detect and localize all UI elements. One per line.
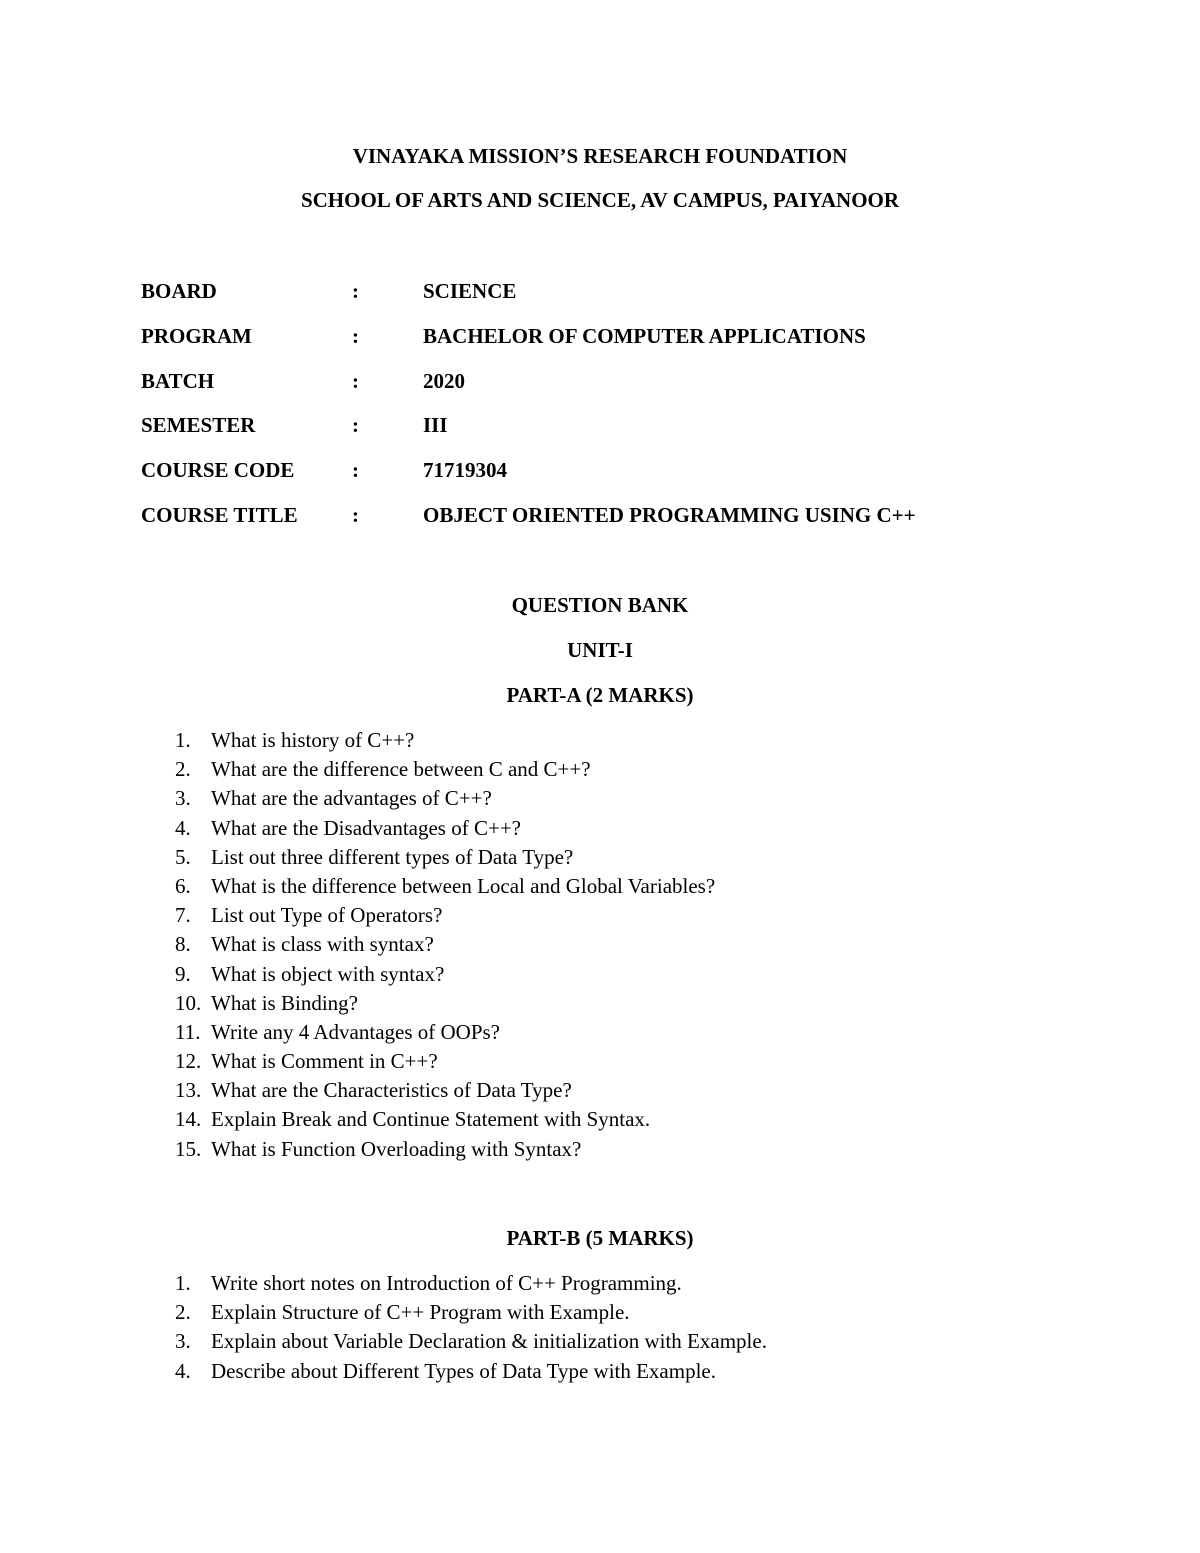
list-item [0, 872, 1200, 901]
question-number: 2. [175, 757, 191, 782]
question-text: What are the difference between C and C++? [211, 757, 591, 782]
question-number: 14. [175, 1107, 202, 1132]
question-number: 8. [175, 932, 191, 957]
question-number: 13. [175, 1078, 202, 1103]
question-text: Write any 4 Advantages of OOPs? [211, 1019, 501, 1044]
question-text: What is Comment in C++? [211, 1049, 438, 1074]
part-a-question-list [0, 726, 1200, 1164]
meta-value: III [423, 413, 448, 437]
list-item [0, 1269, 1200, 1298]
question-number: 3. [175, 1329, 191, 1354]
list-item [0, 1327, 1200, 1356]
meta-value: BACHELOR OF COMPUTER APPLICATIONS [423, 324, 866, 348]
list-item [0, 1357, 1200, 1386]
meta-label: PROGRAM [141, 324, 252, 348]
meta-colon: : [352, 279, 359, 303]
question-number: 6. [175, 873, 191, 898]
list-item [0, 901, 1200, 930]
part-b-question-list [0, 1269, 1200, 1386]
meta-value: 2020 [423, 369, 465, 393]
question-bank-title: QUESTION BANK [511, 593, 689, 617]
list-item [0, 960, 1200, 989]
question-number: 4. [175, 815, 191, 840]
part-b-heading: PART-B (5 MARKS) [506, 1226, 694, 1250]
question-text: Describe about Different Types of Data Type with Example. [211, 1358, 716, 1383]
question-number: 10. [175, 990, 202, 1015]
question-number: 1. [175, 1271, 191, 1295]
list-item [0, 930, 1200, 959]
question-text: What is the difference between Local and Global Variables? [211, 873, 716, 898]
question-text: List out Type of Operators? [211, 903, 443, 928]
list-item [0, 989, 1200, 1018]
question-text: What is Binding? [211, 990, 358, 1015]
question-text: What are the Disadvantages of C++? [211, 815, 521, 840]
question-number: 1. [175, 728, 191, 752]
question-text: Explain Structure of C++ Program with Example. [211, 1300, 630, 1325]
list-item [0, 1076, 1200, 1105]
question-number: 15. [175, 1136, 202, 1161]
list-item [0, 726, 1200, 755]
question-number: 3. [175, 786, 191, 811]
meta-label: COURSE TITLE [141, 503, 298, 527]
question-text: Explain Break and Continue Statement with Syntax. [211, 1107, 651, 1132]
question-text: Explain about Variable Declaration & initialization with Example. [211, 1329, 767, 1354]
question-text: What is history of C++? [211, 728, 415, 752]
meta-colon: : [352, 369, 359, 393]
list-item [0, 1047, 1200, 1076]
question-text: What is object with syntax? [211, 961, 445, 986]
meta-colon: : [352, 413, 359, 437]
list-item [0, 814, 1200, 843]
question-number: 7. [175, 903, 191, 928]
list-item [0, 1135, 1200, 1164]
list-item [0, 1018, 1200, 1047]
meta-label: BATCH [141, 369, 215, 393]
list-item [0, 784, 1200, 813]
institution-title: VINAYAKA MISSION’S RESEARCH FOUNDATION [352, 144, 848, 168]
meta-label: SEMESTER [141, 413, 256, 437]
question-text: List out three different types of Data Type? [211, 844, 574, 869]
question-number: 4. [175, 1358, 191, 1383]
question-text: What is Function Overloading with Syntax? [211, 1136, 582, 1161]
meta-colon: : [352, 503, 359, 527]
list-item [0, 1298, 1200, 1327]
list-item [0, 1105, 1200, 1134]
meta-value: OBJECT ORIENTED PROGRAMMING USING C++ [423, 503, 916, 527]
question-text: What are the Characteristics of Data Type? [211, 1078, 572, 1103]
meta-value: SCIENCE [423, 279, 517, 303]
meta-colon: : [352, 458, 359, 482]
school-title: SCHOOL OF ARTS AND SCIENCE, AV CAMPUS, PAIYANOOR [300, 188, 900, 212]
meta-label: COURSE CODE [141, 458, 295, 482]
question-text: What are the advantages of C++? [211, 786, 492, 811]
question-number: 12. [175, 1049, 202, 1074]
question-text: Write short notes on Introduction of C++ Programming. [211, 1271, 682, 1295]
unit-heading: UNIT-I [567, 638, 633, 662]
part-a-heading: PART-A (2 MARKS) [506, 683, 694, 707]
question-text: What is class with syntax? [211, 932, 434, 957]
meta-colon: : [352, 324, 359, 348]
list-item [0, 843, 1200, 872]
meta-label: BOARD [141, 279, 217, 303]
list-item [0, 755, 1200, 784]
meta-value: 71719304 [423, 458, 507, 482]
question-number: 11. [175, 1019, 201, 1044]
question-number: 2. [175, 1300, 191, 1325]
question-number: 5. [175, 844, 191, 869]
question-number: 9. [175, 961, 191, 986]
